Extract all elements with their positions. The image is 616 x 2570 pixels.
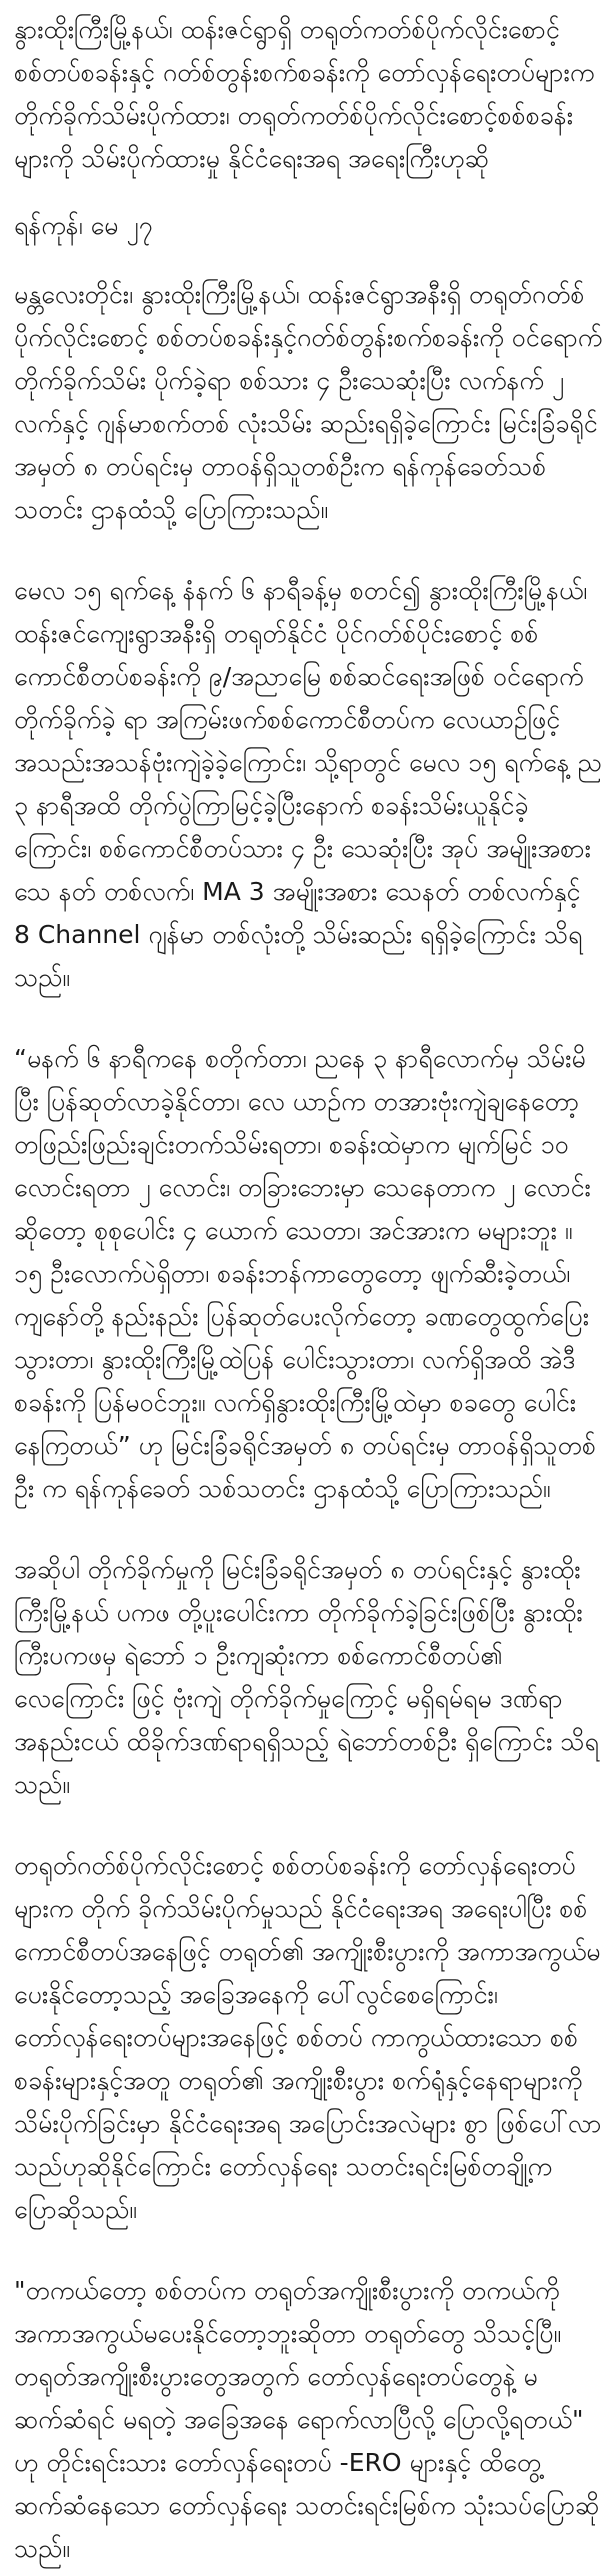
article-paragraph: “မနက် ၆ နာရီကနေ စတိုက်တာ၊ ညနေ ၃ နာရီလောက်မှ သိမ်းမိပြီး ပြန်ဆုတ်လာခဲ့နိုင်တာ၊ လေ ယာဉ်က တအားဗုံးကျဲချနေတော့ တဖြည်းဖြည်းချင်းတက်သိမ်းရတာ၊ စခန်းထဲမှာက မျက်မြင် ၁၀ လောင်းရတာ ၂ လောင်း၊ တခြားဘေးမှာ သေနေတာက ၂ လောင်းဆိုတော့ စုစုပေါင်း ၄ ယောက် သေတာ၊ အင်အားက မများဘူး ။ ၁၅ ဦးလောက်ပဲရှိတာ၊ စခန်းဘန်ကာတွေတော့ ဖျက်ဆီးခဲ့တယ်၊ ကျနော်တို့ နည်းနည်း ပြန်ဆုတ်ပေးလိုက်တော့ ခဏတွေထွက်ပြေးသွားတာ၊ နွားထိုးကြီးမြို့ထဲပြန် ပေါင်းသွားတာ၊ လက်ရှိအထိ အဲဒီစခန်းကို ပြန်မဝင်ဘူး။ လက်ရှိနွားထိုးကြီးမြို့ထဲမှာ စခတွေ ပေါင်း နေကြတယ်” ဟု မြင်းခြံခရိုင်အမှတ် ၈ တပ်ရင်းမှ တာဝန်ရှိသူတစ်ဦး က ရန်ကုန်ခေတ် သစ်သတင်း ဌာနထံသို့ ပြောကြားသည်။ bbox=[14, 1044, 597, 1503]
article-paragraph: မေလ ၁၅ ရက်နေ့ နံနက် ၆ နာရီခန့်မှ စတင်၍ နွားထိုးကြီးမြို့နယ်၊ ထန်းဇင်ကျေးရွာအနီးရှိ တရုတ်နိုင်ငံ ပိုင်ဂတ်စ်ပိုင်းစောင့် စစ်ကောင်စီတပ်စခန်းကို ၉/အညာမြေ စစ်ဆင်ရေးအဖြစ် ဝင်ရောက်တိုက်ခိုက်ခဲ့ ရာ အကြမ်းဖက်စစ်ကောင်စီတပ်က လေယာဉ်ဖြင့် အသည်းအသန်ဗုံးကျဲခဲ့ခဲ့ကြောင်း၊ သို့ရာတွင် မေလ ၁၅ ရက်နေ့ ည ၃ နာရီအထိ တိုက်ပွဲကြာမြင့်ခဲ့ပြီးနောက် စခန်းသိမ်းယူနိုင်ခဲ့ကြောင်း၊ စစ်ကောင်စီတပ်သား ၄ ဦး သေဆုံးပြီး အုပ် အမျိုးအစား သေ နတ် တစ်လက်၊ MA 3 အမျိုးအစား သေနတ် တစ်လက်နှင့် 8 Channel ဂျန်မာ တစ်လုံးတို့ သိမ်းဆည်း ရရှိခဲ့ကြောင်း သိရသည်။ bbox=[14, 576, 602, 992]
article-paragraph: တရုတ်ဂတ်စ်ပိုက်လိုင်းစောင့် စစ်တပ်စခန်းကို တော်လှန်ရေးတပ်များက တိုက် ခိုက်သိမ်းပိုက်မှုသည် နိုင်ငံရေးအရ အရေးပါပြီး စစ်ကောင်စီတပ်အနေဖြင့် တရုတ်၏ အကျိုးစီးပွားကို အကာအကွယ်မပေးနိုင်တော့သည့် အခြေအနေကို ပေါ်လွင်စေကြောင်း၊ တော်လှန်ရေးတပ်များအနေဖြင့် စစ်တပ် ကာကွယ်ထားသော စစ်စခန်းများနှင့်အတူ တရုတ်၏ အကျိုးစီးပွား စက်ရုံနှင့်နေရာများကို သိမ်းပိုက်ခြင်းမှာ နိုင်ငံရေးအရ အပြောင်းအလဲများ စွာ ဖြစ်ပေါ်လာသည်ဟုဆိုနိုင်ကြောင်း တော်လှန်ရေး သတင်းရင်းမြစ်တချို့က ပြောဆိုသည်။ bbox=[14, 1851, 602, 2224]
article-paragraph: "တကယ်တော့ စစ်တပ်က တရုတ်အကျိုးစီးပွားကို တကယ်ကို အကာအကွယ်မပေးနိုင်တော့ဘူးဆိုတာ တရုတ်တွေ သိသင့်ပြီ။ တရုတ်အကျိုးစီးပွားတွေအတွက် တော်လှန်ရေးတပ်တွေနဲ့ မဆက်ဆံရင် မရတဲ့ အခြေအနေ ရောက်လာပြီလို့ ပြောလို့ရတယ်" ဟု တိုင်းရင်းသား တော်လှန်ရေးတပ် -ERO များနှင့် ထိတွေ့ဆက်ဆံနေသော တော်လှန်ရေး သတင်းရင်းမြစ်က သုံးသပ်ပြောဆိုသည်။ bbox=[14, 2276, 600, 2563]
article-dateline: ရန်ကုန်၊ မေ ၂၇ bbox=[14, 211, 153, 240]
article-paragraph: အဆိုပါ တိုက်ခိုက်မှုကို မြင်းခြံခရိုင်အမှတ် ၈ တပ်ရင်းနှင့် နွားထိုးကြီးမြို့နယ် ပကဖ တို့ပူးပေါင်းကာ တိုက်ခိုက်ခဲ့ခြင်းဖြစ်ပြီး နွားထိုးကြီးပကဖမှ ရဲဘော် ၁ ဦးကျဆုံးကာ စစ်ကောင်စီတပ်၏ လေကြောင်း ဖြင့် ဗုံးကျဲ တိုက်ခိုက်မှုကြောင့် မရှိရမ်ရမ ဒဏ်ရာ အနည်းငယ် ထိခိုက်ဒဏ်ရာရရှိသည့် ရဲဘော်တစ်ဦး ရှိကြောင်း သိရသည်။ bbox=[14, 1555, 599, 1799]
article-headline: နွားထိုးကြီးမြို့နယ်၊ ထန်းဇင်ရွာရှိ တရုတ်ကတ်စ်ပိုက်လိုင်းစောင့် စစ်တပ်စခန်းနှင့် ဂတ်စ်တွန်းစက်စခန်းကို တော်လှန်ရေးတပ်များက တိုက်ခိုက်သိမ်းပိုက်ထား၊ တရုတ်ကတ်စ်ပိုက်လိုင်းစောင့်စစ်စခန်းများကို သိမ်းပိုက်ထားမှု နိုင်ငံရေးအရ အရေးကြီးဟုဆို bbox=[14, 15, 595, 173]
article-paragraph: မန္တလေးတိုင်း၊ နွားထိုးကြီးမြို့နယ်၊ ထန်းဇင်ရွာအနီးရှိ တရုတ်ဂတ်စ်ပိုက်လိုင်းစောင့် စစ်တပ်စခန်းနှင့်ဂတ်စ်တွန်းစက်စခန်းကို ဝင်ရောက် တိုက်ခိုက်သိမ်း ပိုက်ခဲ့ရာ စစ်သား ၄ ဦးသေဆုံးပြီး လက်နက် ၂ လက်နှင့် ဂျန်မာစက်တစ် လုံးသိမ်း ဆည်းရရှိခဲ့ကြောင်း မြင်းခြံခရိုင်အမှတ် ၈ တပ်ရင်းမှ တာဝန်ရှိသူတစ်ဦးက ရန်ကုန်ခေတ်သစ်သတင်း ဌာနထံသို့ ပြောကြားသည်။ bbox=[14, 280, 603, 524]
